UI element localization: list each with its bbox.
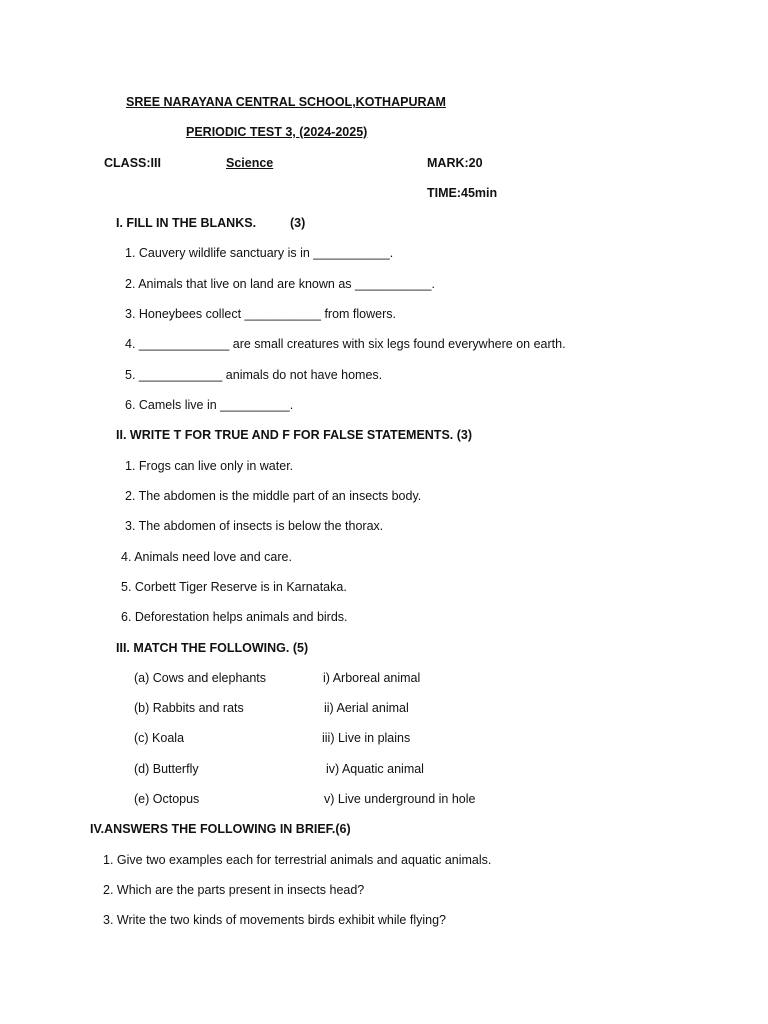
section3-heading: III. MATCH THE FOLLOWING. (5) xyxy=(116,641,309,655)
short-answer-item: 3. Write the two kinds of movements birds exhibit while flying? xyxy=(103,913,446,927)
match-right-item: iii) Live in plains xyxy=(322,731,411,745)
match-right-item: ii) Aerial animal xyxy=(324,701,409,715)
time-label: TIME:45min xyxy=(427,186,498,200)
true-false-item: 5. Corbett Tiger Reserve is in Karnataka. xyxy=(121,580,347,594)
true-false-item: 2. The abdomen is the middle part of an insects body. xyxy=(125,489,422,503)
match-left-item: (d) Butterfly xyxy=(134,762,199,776)
true-false-item: 1. Frogs can live only in water. xyxy=(125,459,294,473)
mark-label: MARK:20 xyxy=(427,156,483,170)
class-label: CLASS:III xyxy=(104,156,161,170)
match-left-item: (a) Cows and elephants xyxy=(134,671,267,685)
match-right-item: i) Arboreal animal xyxy=(323,671,421,685)
match-left-item: (e) Octopus xyxy=(134,792,200,806)
short-answer-item: 1. Give two examples each for terrestrial animals and aquatic animals. xyxy=(103,853,492,867)
fill-blank-item: 2. Animals that live on land are known as ___________. xyxy=(125,277,435,291)
short-answer-item: 2. Which are the parts present in insects head? xyxy=(103,883,365,897)
section1-heading: I. FILL IN THE BLANKS. xyxy=(116,216,257,230)
section4-heading: IV.ANSWERS THE FOLLOWING IN BRIEF.(6) xyxy=(90,822,351,836)
section1-marks: (3) xyxy=(290,216,306,230)
fill-blank-item: 3. Honeybees collect ___________ from flowers. xyxy=(125,307,396,321)
match-right-item: iv) Aquatic animal xyxy=(326,762,424,776)
match-right-item: v) Live underground in hole xyxy=(324,792,476,806)
fill-blank-item: 1. Cauvery wildlife sanctuary is in ___________. xyxy=(125,246,394,260)
fill-blank-item: 6. Camels live in __________. xyxy=(125,398,294,412)
true-false-item: 3. The abdomen of insects is below the thorax. xyxy=(125,519,384,533)
subject-label: Science xyxy=(226,156,274,170)
school-name: SREE NARAYANA CENTRAL SCHOOL,KOTHAPURAM xyxy=(126,95,446,109)
section2-heading: II. WRITE T FOR TRUE AND F FOR FALSE STATEMENTS. (3) xyxy=(116,428,473,442)
test-title: PERIODIC TEST 3, (2024-2025) xyxy=(186,125,368,139)
true-false-item: 4. Animals need love and care. xyxy=(121,550,292,564)
match-left-item: (b) Rabbits and rats xyxy=(134,701,244,715)
fill-blank-item: 4. _____________ are small creatures with six legs found everywhere on earth. xyxy=(125,337,566,351)
true-false-item: 6. Deforestation helps animals and birds. xyxy=(121,610,348,624)
match-left-item: (c) Koala xyxy=(134,731,185,745)
fill-blank-item: 5. ____________ animals do not have homes. xyxy=(125,368,383,382)
